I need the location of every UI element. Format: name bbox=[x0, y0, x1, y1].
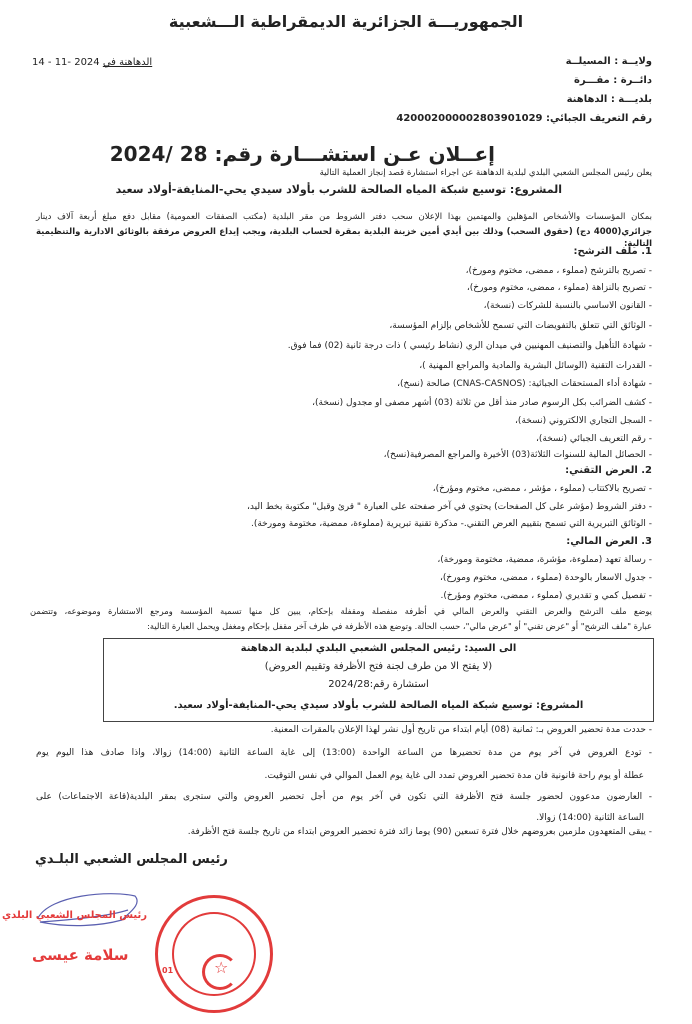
section-heading: 2. العرض التقني: bbox=[565, 465, 652, 476]
envelope-label-box bbox=[103, 638, 654, 722]
term-item: - العارضون مدعوون لحضور جلسة فتح الأظرفة التي تكون في آخر يوم من أجل تحضير العروض والتي ستجرى بمقر البلدية(قاعة الاجتماعات) على bbox=[36, 792, 652, 802]
term-item: - حددت مدة تحضير العروض بـ: ثمانية (08) أيام ابتداء من تاريخ أول نشر لهذا الإعلان بالمقرات المعنية. bbox=[270, 725, 652, 735]
box-note: (لا يفتح الا من طرف لجنة فتح الأظرفة وتقييم العروض) bbox=[264, 661, 493, 672]
envelope-text-line-2: عبارة "ملف الترشح" أو "عرض تقني" أو "عرض مالي"، حسب الحالة. وتوضع هذه الأظرفة في ظرف آخر مقفل بإحكام ومغفل ويحمل العبارة التالية: bbox=[147, 621, 652, 631]
project-title: المشروع: توسيع شبكة المياه الصالحة للشرب بأولاد سيدي يحي-المنايفة-أولاد سعيد bbox=[115, 183, 562, 196]
list-item: - رسالة تعهد (مملوءة، مؤشرة، ممضية، مختومة ومورخة)، bbox=[437, 555, 652, 565]
place-date bbox=[32, 57, 152, 69]
list-item: - الوثائق التي تتعلق بالتفويضات التي تسمح للأشخاص بإلزام المؤسسة، bbox=[389, 321, 652, 331]
list-item: - الوثائق التبريرية التي تسمح بتقييم العرض التقني.- مذكرة تقنية تبريرية (مملوءة، ممضية، مختومة ومورخة). bbox=[250, 519, 652, 529]
stamp-title: رئيس المجلس الشعبي البلدي bbox=[2, 910, 147, 921]
list-item: - كشف الضرائب بكل الرسوم صادر منذ أقل من ثلاثة (03) أشهر مصفى او مجدول (نسخة)، bbox=[312, 398, 652, 408]
tax-id: رقم التعريف الجبائي: 420002000002803901029 bbox=[396, 113, 652, 124]
stamp-number: 01 bbox=[162, 966, 174, 975]
term-item: - تودع العروض في آخر يوم من مدة تحضيرها من الساعة الواحدة (13:00) إلى غاية الساعة الثانية (14:00) زوالا، واذا صادف هذا اليوم يوم bbox=[36, 748, 652, 758]
box-project: المشروع: توسيع شبكة المياه الصالحة للشرب بأولاد سيدي يحي-المنايفة-أولاد سعيد. bbox=[173, 700, 584, 711]
term-item-continuation: الساعة الثانية (14:00) زوالا. bbox=[536, 813, 644, 823]
list-item: - تصريح بالاكتتاب (مملوء ، مؤشر ، ممضى، مختوم ومؤرخ)، bbox=[432, 484, 652, 494]
list-item: - القدرات التقنية (الوسائل البشرية والمادية والمراجع المهنية )، bbox=[419, 361, 652, 371]
daira: دائــرة : مقـــرة bbox=[573, 75, 652, 86]
term-item-continuation: عطلة أو يوم راحة قانونية فان مدة تحضير العروض تمدد الى غاية يوم العمل الموالي في نفس التوقيت. bbox=[264, 771, 644, 781]
box-addressee: الى السيد: رئيس المجلس الشعبي البلدي لبلدية الدهاهنة bbox=[240, 643, 517, 654]
box-consultation: استشارة رقم:2024/28 bbox=[328, 679, 429, 690]
republic-heading: الجمهوريـــة الجزائرية الديمقراطية الـــشعبية bbox=[168, 12, 524, 31]
section-heading: 1. ملف الترشح: bbox=[573, 246, 652, 257]
list-item: - تصريح بالنزاهة (مملوء ، ممضى، مختوم ومورخ)، bbox=[466, 283, 652, 293]
section-heading: 3. العرض المالي: bbox=[566, 536, 652, 547]
announcement-title: إعــلان عـن استشـــارة رقم: 28 /2024 bbox=[109, 142, 495, 166]
official-stamp bbox=[155, 895, 273, 1013]
list-item: - دفتر الشروط (مؤشر على كل الصفحات) يحتوي في آخر صفحته على العبارة " قرئ وقبل" مكتوبة بخط اليد، bbox=[247, 502, 652, 512]
signature-title: رئيس المجلس الشعبي البلـدي bbox=[35, 852, 228, 867]
list-item: - شهادة التأهيل والتصنيف المهنيين في ميدان الري (نشاط رئيسي ) ذات درجة ثانية (02) فما فوق. bbox=[287, 341, 652, 351]
intro-paragraph-line-1: بمكان المؤسسات والأشخاص المؤهلين والمهتمين بهذا الإعلان سحب دفتر الشروط من مقر البلدية (مكتب الصفقات العمومية) مقابل دفع مبلغ أربعة آلاف دينار bbox=[36, 212, 652, 222]
list-item: - القانون الاساسي بالنسبة للشركات (نسخة)، bbox=[483, 301, 652, 311]
announcement-intro: يعلن رئيس المجلس الشعبي البلدي لبلدية الدهاهنة عن اجراء استشارة قصد إنجاز العملية التالية bbox=[319, 168, 652, 178]
envelope-text-line-1: يوضع ملف الترشح والعرض التقني والعرض المالي في أظرفة منفصلة ومقفلة بإحكام، يبين كل منها تسمية المؤسسة ومرجع الاستشارة وموضوعه، وتتضمن bbox=[30, 606, 652, 616]
list-item: - تصريح بالترشح (مملوء ، ممضى، مختوم ومورخ)، bbox=[465, 266, 652, 276]
wilaya: ولايــة : المسيلــة bbox=[565, 56, 652, 67]
signatory-name: سلامة عيسى bbox=[32, 946, 129, 964]
stamp-emblem bbox=[172, 912, 256, 996]
date: 14 - 11- 2024 bbox=[32, 57, 100, 68]
list-item: - شهادة أداء المستحقات الجبائية: (CNAS-CASNOS) صالحة (نسخ)، bbox=[397, 379, 652, 389]
list-item: - جدول الاسعار بالوحدة (مملوء ، ممضى، مختوم ومورخ)، bbox=[439, 573, 652, 583]
list-item: - الحصائل المالية للسنوات الثلاثة(03) الأخيرة والمراجع المصرفية(نسخ)، bbox=[383, 450, 652, 460]
place-date-label: الدهاهنة في bbox=[102, 57, 153, 68]
term-item: - يبقى المتعهدون ملزمين بعروضهم خلال فترة تسعين (90) يوما زائد فترة تحضير العروض ابتداء من تاريخ جلسة فتح الأظرفة. bbox=[187, 827, 652, 837]
list-item: - رقم التعريف الجبائي (نسخة)، bbox=[535, 434, 652, 444]
list-item: - تفصيل كمي و تقديري (مملوء ، ممضى، مختوم ومؤرخ). bbox=[440, 591, 652, 601]
star-icon: ☆ bbox=[214, 958, 229, 977]
list-item: - السجل التجاري الالكتروني (نسخة)، bbox=[515, 416, 652, 426]
intro-paragraph-line-2: جزائري(4000 دج) (حقوق السحب) وذلك بين أيدي أمين خزينة البلدية بمقرة لحساب البلدية، ويجب إيداع العروض مرفقة بالوثائق الادارية والتنظيمية التالية: bbox=[36, 227, 652, 249]
baladiya: بلديـــة : الدهاهنة bbox=[566, 94, 652, 105]
